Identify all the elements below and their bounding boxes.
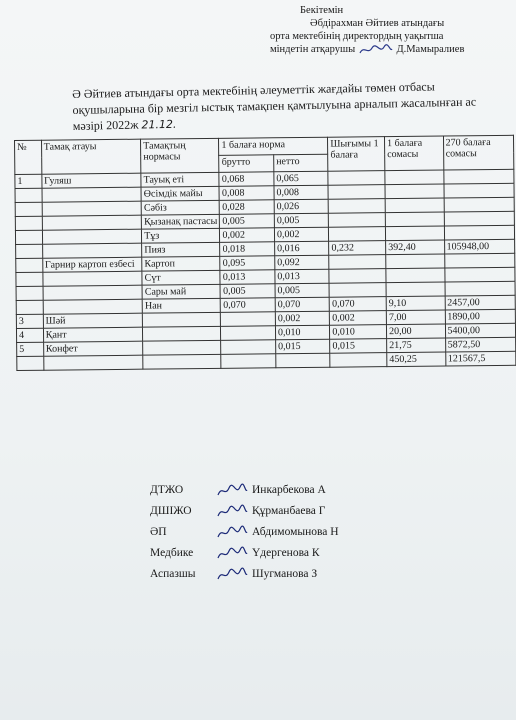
cell-sum1 — [385, 184, 444, 199]
cell-out — [329, 227, 386, 242]
menu-table — [14, 135, 516, 371]
cell-net — [276, 353, 331, 368]
signer-row — [150, 522, 430, 543]
cell-br — [221, 354, 276, 369]
cell-net: 0,005 — [275, 283, 330, 298]
cell-sum1 — [386, 282, 445, 297]
header-sum270: 270 балаға сомасы — [443, 135, 514, 170]
cell-prod: Сары май — [142, 284, 220, 299]
cell-no: 5 — [17, 342, 44, 356]
cell-dish — [42, 229, 142, 244]
signer-role: Аспазшы — [150, 568, 196, 580]
cell-sum1 — [385, 198, 444, 213]
cell-net: 0,008 — [274, 185, 329, 200]
cell-net: 0,070 — [275, 297, 330, 312]
cell-net: 0,005 — [274, 213, 329, 228]
signer-name: Үдергенова К — [252, 547, 320, 559]
cell-out: 0,070 — [329, 297, 386, 312]
cell-dish — [42, 215, 142, 230]
cell-prod: Тұз — [142, 228, 220, 243]
cell-dish: Конфет — [43, 341, 143, 356]
cell-sum1 — [386, 268, 445, 283]
signer-name: Құрманбаева Г — [252, 505, 326, 517]
header-norm: Тамақтың нормасы — [141, 138, 220, 173]
cell-sum270 — [443, 183, 514, 198]
cell-dish — [43, 271, 143, 286]
cell-sum1: 450,25 — [387, 352, 446, 367]
cell-br — [221, 340, 276, 355]
cell-br: 0,095 — [220, 256, 275, 271]
cell-net: 0,013 — [275, 269, 330, 284]
cell-no: 3 — [16, 314, 43, 328]
cell-sum1 — [386, 254, 445, 269]
cell-no — [16, 300, 43, 314]
title-text: Ә Әйтиев атындағы орта мектебінің әлеуметтік жағдайы төмен отбасы оқушыларына бір мезгіл ыстық тамақпен қамтылуына арналып жасалынған ас мәзірі 2022ж — [72, 79, 477, 133]
cell-net: 0,015 — [276, 339, 331, 354]
approval-school: Әбдірахман Әйтиев атындағы — [310, 18, 445, 29]
signature-icon — [216, 525, 248, 541]
signers-block — [150, 480, 430, 585]
cell-prod: Тауық еті — [141, 172, 219, 187]
cell-out — [328, 199, 385, 214]
signer-role: ДШІЖО — [150, 505, 192, 517]
signer-role: ӘП — [150, 526, 167, 538]
cell-sum270 — [444, 211, 515, 226]
cell-no — [16, 258, 43, 272]
signer-row — [150, 564, 430, 585]
title-date-handwritten: 21.12. — [141, 117, 177, 132]
signature-icon — [216, 546, 248, 562]
cell-out — [328, 171, 385, 186]
cell-br: 0,005 — [220, 284, 275, 299]
cell-no — [16, 244, 43, 258]
cell-sum270 — [444, 197, 515, 212]
cell-sum1 — [385, 212, 444, 227]
cell-sum1: 392,40 — [386, 240, 445, 255]
cell-out — [329, 269, 386, 284]
cell-out — [328, 185, 385, 200]
cell-dish — [42, 243, 142, 258]
cell-prod: Картоп — [142, 256, 220, 271]
cell-no — [16, 272, 43, 286]
cell-net: 0,026 — [274, 199, 329, 214]
cell-out: 0,232 — [329, 241, 386, 256]
approval-role: міндетін атқарушы — [270, 44, 356, 55]
cell-sum1: 20,00 — [387, 324, 446, 339]
cell-br: 0,013 — [220, 270, 275, 285]
header-brutto: брутто — [219, 155, 274, 173]
signer-row — [150, 543, 430, 564]
cell-prod: Өсімдік майы — [141, 186, 219, 201]
cell-prod — [143, 354, 221, 369]
cell-sum1: 21,75 — [387, 338, 446, 353]
cell-no — [15, 188, 42, 202]
cell-sum270 — [445, 281, 516, 296]
cell-dish: Қант — [43, 327, 143, 342]
signer-row — [150, 480, 430, 501]
cell-sum270 — [443, 169, 514, 184]
cell-sum270: 5400,00 — [445, 323, 516, 338]
signer-role: Медбике — [150, 547, 194, 559]
cell-no — [17, 356, 44, 370]
cell-no — [15, 230, 42, 244]
cell-out — [330, 353, 387, 368]
cell-net: 0,002 — [274, 227, 329, 242]
signature-icon — [216, 483, 248, 499]
cell-out — [329, 213, 386, 228]
signature-icon — [216, 567, 248, 583]
cell-net: 0,016 — [275, 241, 330, 256]
cell-sum270: 5872,50 — [445, 337, 516, 352]
cell-net: 0,010 — [275, 325, 330, 340]
cell-sum1 — [385, 226, 444, 241]
cell-br: 0,002 — [220, 228, 275, 243]
document-title — [72, 77, 503, 135]
signer-name: Абдимомынова Н — [252, 526, 339, 538]
cell-no: 4 — [16, 328, 43, 342]
cell-br: 0,018 — [220, 242, 275, 257]
cell-sum1 — [385, 170, 444, 185]
approval-director-name: Д.Мамыралиев — [396, 44, 465, 55]
cell-sum1: 7,00 — [386, 310, 445, 325]
cell-net: 0,092 — [275, 255, 330, 270]
cell-no — [15, 216, 42, 230]
cell-br: 0,070 — [221, 298, 276, 313]
cell-dish: Гарнир картоп езбесі — [42, 257, 142, 272]
header-netto: нетто — [274, 154, 329, 172]
cell-dish: Шәй — [43, 313, 143, 328]
signer-row — [150, 501, 430, 522]
cell-prod: Қызанақ пастасы — [141, 214, 219, 229]
approval-position: орта мектебінің директордың уақытша — [270, 31, 444, 42]
cell-dish — [43, 355, 143, 370]
cell-dish — [42, 187, 142, 202]
cell-sum270: 121567,5 — [445, 351, 516, 366]
cell-br: 0,008 — [219, 186, 274, 201]
cell-dish: Гуляш — [42, 173, 142, 188]
cell-br: 0,028 — [220, 200, 275, 215]
cell-no — [16, 286, 43, 300]
cell-sum1: 9,10 — [386, 296, 445, 311]
director-signature-icon — [358, 44, 394, 56]
cell-br — [221, 312, 276, 327]
cell-net: 0,065 — [274, 171, 329, 186]
cell-dish — [43, 285, 143, 300]
cell-out: 0,015 — [330, 339, 387, 354]
cell-sum270 — [444, 253, 515, 268]
cell-sum270 — [444, 267, 515, 282]
header-out: Шығымы 1 балаға — [328, 137, 385, 172]
cell-dish — [43, 299, 143, 314]
cell-prod: Сүт — [142, 270, 220, 285]
cell-out — [329, 255, 386, 270]
cell-dish — [42, 201, 142, 216]
cell-out: 0,002 — [330, 311, 387, 326]
header-sum1: 1 балаға сомасы — [385, 136, 444, 171]
cell-br — [221, 326, 276, 341]
cell-net: 0,002 — [275, 311, 330, 326]
header-dish: Тамақ атауы — [41, 139, 141, 174]
signer-role: ДТЖО — [150, 484, 184, 496]
cell-br: 0,005 — [220, 214, 275, 229]
cell-sum270: 1890,00 — [445, 309, 516, 324]
cell-out: 0,010 — [330, 325, 387, 340]
signature-icon — [216, 504, 248, 520]
cell-sum270 — [444, 225, 515, 240]
signer-name: Шугманова З — [252, 568, 318, 580]
cell-sum270: 105948,00 — [444, 239, 515, 254]
header-no: № — [15, 140, 42, 174]
signer-name: Инкарбекова А — [252, 484, 326, 496]
cell-prod — [143, 340, 221, 355]
cell-prod — [143, 326, 221, 341]
cell-out — [329, 283, 386, 298]
approval-signature-line — [270, 43, 510, 56]
cell-no — [15, 202, 42, 216]
header-per-child: 1 балаға норма — [219, 137, 328, 155]
cell-no: 1 — [15, 174, 42, 188]
cell-br: 0,068 — [219, 172, 274, 187]
cell-prod: Сәбіз — [141, 200, 219, 215]
cell-prod: Нан — [142, 298, 220, 313]
cell-sum270: 2457,00 — [445, 295, 516, 310]
approval-heading: Бекітемін — [300, 5, 344, 16]
approval-block — [270, 4, 510, 56]
cell-prod — [143, 312, 221, 327]
cell-prod: Пияз — [142, 242, 220, 257]
